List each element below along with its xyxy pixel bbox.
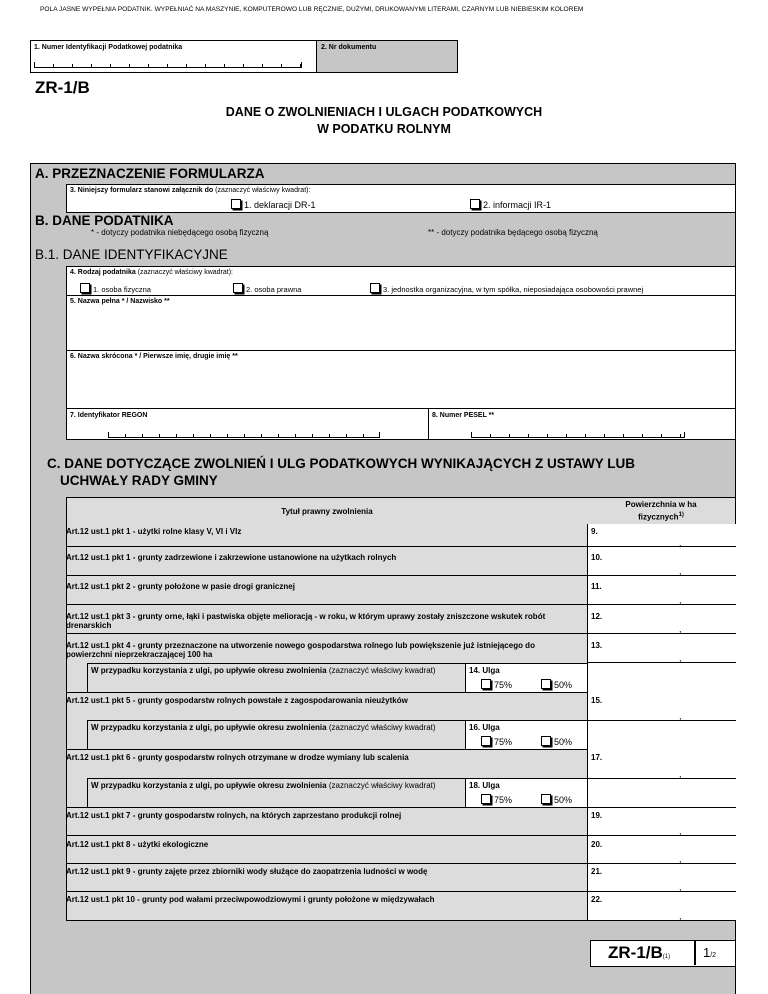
relief-50-14[interactable] — [541, 679, 572, 690]
relief-text-16 — [87, 720, 465, 749]
field4-label: 4. Rodzaj podatnika — [70, 269, 136, 276]
section-b-heading: B. DANE PODATNIKA — [35, 213, 174, 228]
note-non-person: * - dotyczy podatnika niebędącego osobą fizyczną — [91, 228, 269, 237]
checkbox-legal-person[interactable] — [233, 283, 243, 293]
section-c-heading-line1: C. DANE DOTYCZĄCE ZWOLNIEŃ I ULG PODATKOWYCH WYNIKAJĄCYCH Z USTAWY LUB — [47, 456, 635, 471]
relief-desc-18 — [91, 781, 461, 790]
field7-box[interactable] — [66, 408, 429, 440]
row-num-21: 21. — [591, 867, 603, 876]
section-a-heading: A. PRZEZNACZENIE FORMULARZA — [35, 166, 265, 181]
row-num-20: 20. — [591, 840, 603, 849]
relief-50-16[interactable] — [541, 736, 572, 747]
col-area — [587, 500, 735, 523]
value-comma[interactable]: , — [679, 769, 682, 779]
col-area-line1: Powierzchnia w ha — [625, 500, 697, 509]
relief-75-14[interactable] — [481, 679, 512, 690]
row-label-9: Art.12 ust.1 pkt 1 - użytki rolne klasy V, VI i VIz — [66, 527, 242, 536]
value-comma[interactable]: , — [679, 653, 682, 663]
field6-label: 6. Nazwa skrócona * / Pierwsze imię, drugie imię ** — [70, 353, 238, 360]
page-number — [703, 945, 716, 960]
checkbox-dr1[interactable] — [231, 199, 241, 209]
footer-divider — [694, 941, 696, 965]
value-comma[interactable]: , — [679, 854, 682, 864]
option-org-unit[interactable] — [370, 283, 643, 294]
value-comma[interactable]: , — [679, 882, 682, 892]
checkbox-75-18[interactable] — [481, 794, 491, 804]
form-title — [0, 104, 768, 138]
instruction-note: POLA JASNE WYPEŁNIA PODATNIK. WYPEŁNIAĆ NA MASZYNIE, KOMPUTEROWO LUB RĘCZNIE, DUŻYMI, DRUKOWANYMI LITERAMI, CZARNYM LUB NIEBIESKIM KOLOREM — [40, 6, 584, 13]
row-num-10: 10. — [591, 553, 603, 562]
relief-options-16 — [465, 720, 587, 749]
checkbox-ir1[interactable] — [470, 199, 480, 209]
note-person: ** - dotyczy podatnika będącego osobą fizyczną — [428, 228, 598, 237]
row-label-17: Art.12 ust.1 pkt 6 - grunty gospodarstw rolnych otrzymane w drodze wymiany lub scalenia — [66, 753, 409, 762]
relief-row-18 — [87, 778, 587, 807]
table-header — [66, 497, 736, 525]
option-ir1-label: 2. informacji IR-1 — [483, 200, 552, 210]
option-legal-person[interactable] — [233, 283, 301, 294]
value-comma[interactable]: , — [679, 911, 682, 921]
row-divider — [66, 807, 736, 808]
value-comma[interactable]: , — [679, 624, 682, 634]
row-divider — [587, 720, 736, 721]
relief-50-18-label: 50% — [554, 795, 573, 805]
row-num-22: 22. — [591, 895, 603, 904]
row-label-13: Art.12 ust.1 pkt 4 - grunty przeznaczone na utworzenie nowego gospodarstwa rolnego lub powiększenie już istniejącego do powierzchni nieprzekraczającej 100 ha — [66, 641, 535, 659]
relief-row-16 — [87, 720, 587, 749]
relief-options-14 — [465, 663, 587, 692]
footer-code — [608, 943, 670, 963]
row-label-15: Art.12 ust.1 pkt 5 - grunty gospodarstw rolnych powstałe z zagospodarowania nieużytków — [66, 696, 408, 705]
row-num-13: 13. — [591, 641, 603, 650]
checkbox-75-16[interactable] — [481, 736, 491, 746]
checkbox-50-18[interactable] — [541, 794, 551, 804]
relief-75-14-label: 75% — [494, 680, 513, 690]
row-num-15: 15. — [591, 696, 603, 705]
section-b1-heading: B.1. DANE IDENTYFIKACYJNE — [35, 247, 228, 262]
footer-code-sub: (1) — [662, 954, 671, 960]
title-line1: DANE O ZWOLNIENIACH I ULGACH PODATKOWYCH — [225, 105, 543, 119]
relief-75-18[interactable] — [481, 794, 512, 805]
field4-hint: (zaznaczyć właściwy kwadrat): — [137, 269, 233, 276]
relief-text-18 — [87, 778, 465, 807]
row-divider — [66, 546, 736, 547]
row-num-11: 11. — [591, 582, 602, 591]
value-comma[interactable]: , — [679, 538, 682, 548]
relief-50-14-label: 50% — [554, 680, 573, 690]
field3-label: 3. Niniejszy formularz stanowi załącznik do — [70, 187, 214, 194]
checkbox-org-unit[interactable] — [370, 283, 380, 293]
row-divider — [66, 575, 736, 576]
page-current: 1 — [703, 945, 711, 960]
row-label-10: Art.12 ust.1 pkt 1 - grunty zadrzewione i zakrzewione ustanowione na użytkach rolnych — [66, 553, 397, 562]
row-divider — [587, 778, 736, 779]
row-num-17: 17. — [591, 753, 603, 762]
relief-label-14: 14. Ulga — [469, 666, 500, 675]
row-divider — [66, 891, 736, 892]
nip-label: 1. Numer Identyfikacji Podatkowej podatnika — [34, 44, 183, 51]
relief-hint-14: (zaznaczyć właściwy kwadrat) — [328, 666, 436, 675]
option-ir1[interactable] — [470, 199, 551, 210]
value-comma[interactable]: , — [679, 566, 682, 576]
col-title: Tytuł prawny zwolnienia — [281, 507, 373, 516]
row-divider — [66, 863, 736, 864]
relief-options-18 — [465, 778, 587, 807]
option-dr1-label: 1. deklaracji DR-1 — [244, 200, 316, 210]
relief-hint-16: (zaznaczyć właściwy kwadrat) — [328, 723, 436, 732]
table-bottom — [66, 920, 736, 921]
relief-label-18: 18. Ulga — [469, 781, 500, 790]
form-code: ZR-1/B — [35, 78, 90, 97]
value-comma[interactable]: , — [679, 826, 682, 836]
row-label-19: Art.12 ust.1 pkt 7 - grunty gospodarstw rolnych, na których zaprzestano produkcji rolnej — [66, 811, 402, 820]
relief-75-16[interactable] — [481, 736, 512, 747]
option-natural-person[interactable] — [80, 283, 151, 294]
field4-label-wrap — [70, 269, 233, 276]
row-num-19: 19. — [591, 811, 603, 820]
row-label-21: Art.12 ust.1 pkt 9 - grunty zajęte przez zbiorniki wody służące do zaopatrzenia ludności w wodę — [66, 867, 428, 876]
relief-row-14 — [87, 663, 587, 692]
relief-desc-16 — [91, 723, 461, 732]
option-org-unit-label: 3. jednostka organizacyjna, w tym spółka, nieposiadająca osobowości prawnej — [383, 285, 644, 294]
relief-bold-16: W przypadku korzystania z ulgi, po upływie okresu zwolnienia — [91, 723, 327, 732]
field3-hint: (zaznaczyć właściwy kwadrat): — [215, 187, 311, 194]
nip-comb — [34, 62, 302, 68]
row-divider — [66, 692, 587, 693]
relief-desc-14 — [91, 666, 461, 675]
field5-label: 5. Nazwa pełna * / Nazwisko ** — [70, 298, 170, 305]
option-dr1[interactable] — [231, 199, 316, 210]
field6-box[interactable] — [66, 350, 736, 409]
relief-label-16: 16. Ulga — [469, 723, 500, 732]
field8-label: 8. Numer PESEL ** — [432, 412, 495, 419]
value-comma[interactable]: , — [679, 595, 682, 605]
checkbox-natural-person[interactable] — [80, 283, 90, 293]
title-line2: W PODATKU ROLNYM — [317, 122, 451, 136]
row-divider — [66, 633, 736, 634]
page-total: /2 — [710, 952, 717, 959]
relief-bold-14: W przypadku korzystania z ulgi, po upływie okresu zwolnienia — [91, 666, 327, 675]
row-num-12: 12. — [591, 612, 603, 621]
field4-box — [66, 266, 736, 296]
relief-50-18[interactable] — [541, 794, 572, 805]
row-num-9: 9. — [591, 527, 598, 536]
header-box — [30, 40, 458, 73]
field5-box[interactable] — [66, 295, 736, 351]
checkbox-75-14[interactable] — [481, 679, 491, 689]
section-c-heading — [47, 455, 635, 489]
row-label-11: Art.12 ust.1 pkt 2 - grunty położone w pasie drogi granicznej — [66, 582, 295, 591]
footer-box — [590, 940, 736, 967]
section-c-heading-line2: UCHWAŁY RADY GMINY — [60, 473, 218, 488]
value-comma[interactable]: , — [679, 711, 682, 721]
relief-bold-18: W przypadku korzystania z ulgi, po upływie okresu zwolnienia — [91, 781, 327, 790]
checkbox-50-14[interactable] — [541, 679, 551, 689]
regon-comb — [108, 432, 380, 438]
col-area-line2-wrap — [587, 510, 735, 523]
row-divider — [66, 749, 587, 750]
col-area-sup: 1) — [678, 512, 684, 518]
option-legal-person-label: 2. osoba prawna — [246, 285, 302, 294]
row-divider — [66, 835, 736, 836]
relief-hint-18: (zaznaczyć właściwy kwadrat) — [328, 781, 436, 790]
row-label-22: Art.12 ust.1 pkt 10 - grunty pod wałami przeciwpowodziowymi i grunty położone w międzywałach — [66, 895, 435, 904]
row-divider — [66, 604, 736, 605]
col-area-line2: fizycznych — [638, 512, 679, 522]
nip-field[interactable] — [31, 41, 317, 72]
option-natural-person-label: 1. osoba fizyczna — [93, 285, 151, 294]
pesel-comb — [471, 432, 685, 438]
relief-75-18-label: 75% — [494, 795, 513, 805]
checkbox-50-16[interactable] — [541, 736, 551, 746]
footer-code-text: ZR-1/B — [608, 943, 663, 962]
row-label-12: Art.12 ust.1 pkt 3 - grunty orne, łąki i pastwiska objęte melioracją - w roku, w którym uprawy zostały zniszczone wskutek robót drenarskich — [66, 612, 546, 630]
field3-label-wrap — [70, 187, 310, 194]
values-column — [587, 524, 736, 920]
field3-box — [66, 184, 736, 213]
row-divider — [587, 662, 736, 663]
doc-no-label: 2. Nr dokumentu — [321, 44, 377, 51]
relief-text-14 — [87, 663, 465, 692]
relief-50-16-label: 50% — [554, 737, 573, 747]
row-label-20: Art.12 ust.1 pkt 8 - użytki ekologiczne — [66, 840, 209, 849]
relief-75-16-label: 75% — [494, 737, 513, 747]
field7-label: 7. Identyfikator REGON — [70, 412, 148, 419]
field8-box[interactable] — [428, 408, 736, 440]
